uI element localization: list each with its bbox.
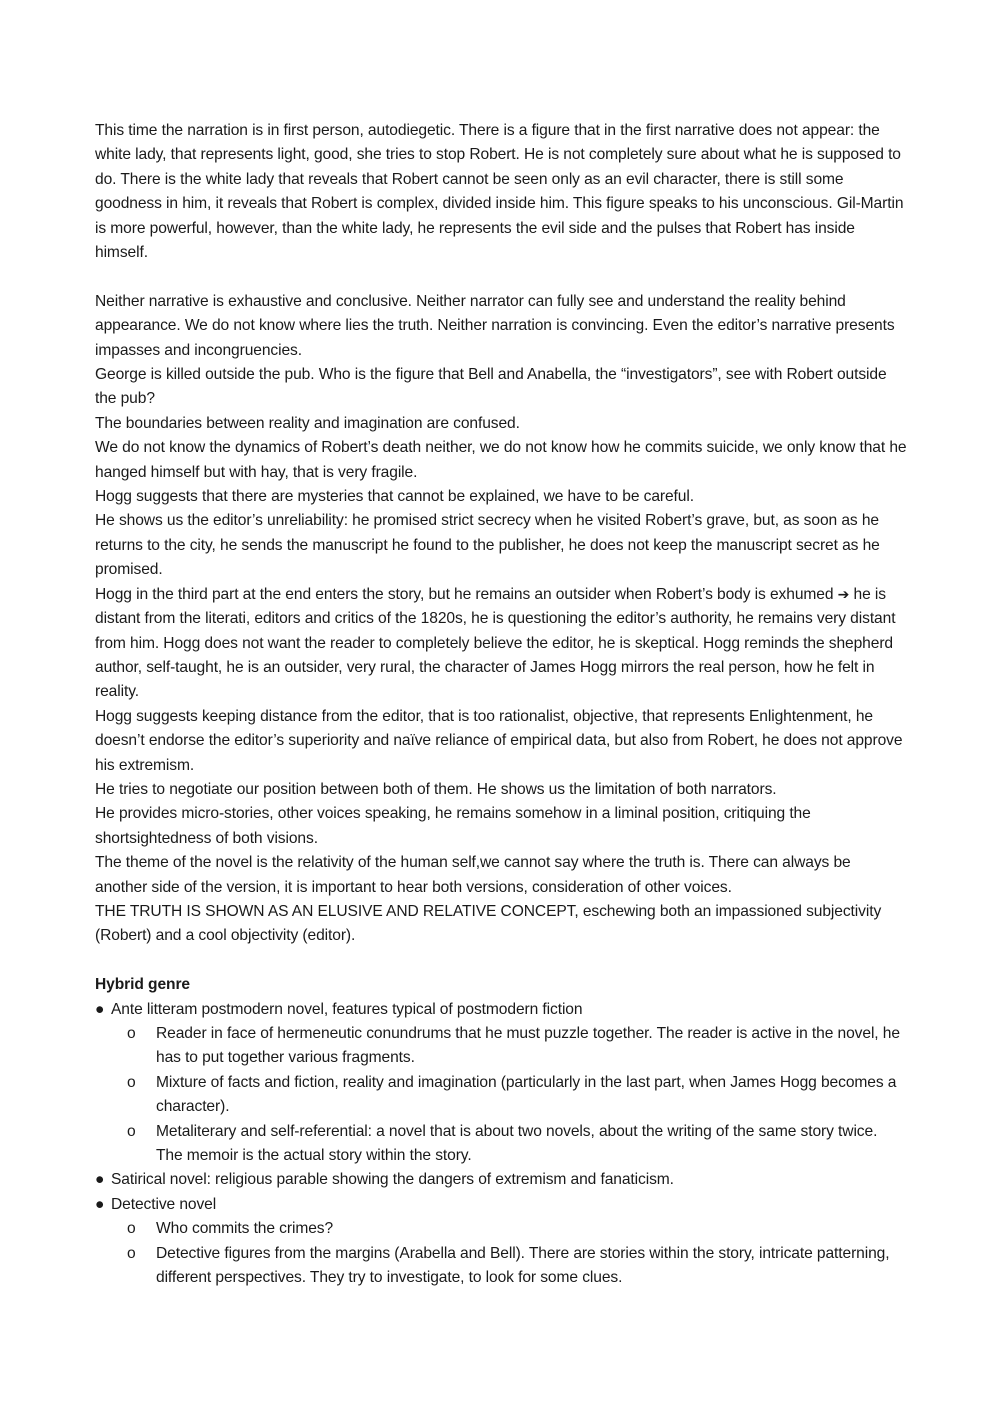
- paragraph-white-lady: This time the narration is in first person, autodiegetic. There is a figure that in the first narrative does not appear: the white lady, that represents light, good, she tries to stop Robert. He is not completely sure about what he is supposed to do. There is the white lady that reveals that Robert cannot be seen only as an evil character, there is still some goodness in him, it reveals that Robert is complex, divided inside him. This figure speaks to his unconscious. Gil-Martin is more powerful, however, than the white lady, he represents the evil side and the pulses that Robert has inside himself.: [95, 122, 904, 262]
- paragraph-robert-death: We do not know the dynamics of Robert’s death neither, we do not know how he commits suicide, we only know that he hanged himself but with hay, that is very fragile.: [95, 439, 907, 481]
- bullet-icon: ●: [95, 1000, 105, 1018]
- list-item: [95, 1168, 907, 1192]
- sub-list-item-text: Who commits the crimes?: [156, 1220, 334, 1238]
- list-item-text: Ante litteram postmodern novel, features typical of postmodern fiction: [111, 1000, 583, 1018]
- list-item: [95, 1193, 907, 1217]
- paragraph-spacer: [95, 265, 907, 289]
- paragraph-boundaries: The boundaries between reality and imagination are confused.: [95, 414, 520, 432]
- sub-list-item: [95, 1071, 907, 1120]
- sub-list-item-text: Detective figures from the margins (Arabella and Bell). There are stories within the story, intricate patterning, different perspectives. They try to investigate, to look for some clues.: [156, 1244, 890, 1287]
- paragraph-truth-elusive: THE TRUTH IS SHOWN AS AN ELUSIVE AND RELATIVE CONCEPT, eschewing both an impassioned subjectivity (Robert) and a cool objectivity (editor).: [95, 902, 882, 945]
- paragraph-george-killed: George is killed outside the pub. Who is the figure that Bell and Anabella, the “investigators”, see with Robert outside the pub?: [95, 366, 887, 408]
- sub-list-item: [95, 1022, 907, 1071]
- circle-bullet-icon: o: [127, 1073, 136, 1091]
- section-heading-hybrid-genre: Hybrid genre: [95, 976, 190, 994]
- sub-list-item-text: Mixture of facts and fiction, reality and imagination (particularly in the last part, when James Hogg becomes a character).: [156, 1073, 897, 1116]
- paragraph-keeping-distance: Hogg suggests keeping distance from the editor, that is too rationalist, objective, that represents Enlightenment, he doesn’t endorse the editor’s superiority and naïve reliance of empirical data, but also from Robert, he does not approve his extremism.: [95, 707, 903, 774]
- circle-bullet-icon: o: [127, 1025, 136, 1042]
- paragraph-relativity: The theme of the novel is the relativity of the human self,we cannot say where the truth is. There can always be another side of the version, it is important to hear both versions, consideration of other voices.: [95, 854, 851, 896]
- sub-list: [95, 1217, 907, 1290]
- list-item: [95, 998, 907, 1022]
- sub-list-item: [95, 1120, 907, 1169]
- list-item-text: Satirical novel: religious parable showing the dangers of extremism and fanaticism.: [111, 1171, 674, 1189]
- paragraph-editor-unreliability: He shows us the editor’s unreliability: he promised strict secrecy when he visited Robert’s grave, but, as soon as he returns to the city, he sends the manuscript he found to the publisher, he does not keep the manuscript secret as he promised.: [95, 512, 880, 579]
- paragraph-neither-narrative: Neither narrative is exhaustive and conclusive. Neither narrator can fully see and understand the reality behind appearance. We do not know where lies the truth. Neither narration is convincing. Even the editor’s narrative presents impasses and incongruencies.: [95, 292, 895, 359]
- bullet-icon: ●: [95, 1171, 105, 1189]
- sub-list-item-text: Reader in face of hermeneutic conundrums that he must puzzle together. The reader is active in the novel, he has to put together various fragments.: [156, 1025, 900, 1067]
- circle-bullet-icon: o: [127, 1220, 136, 1238]
- paragraph-hogg-third-part-start: Hogg in the third part at the end enters the story, but he remains an outsider when Robert’s body is exhumed: [95, 585, 838, 603]
- list-item-text: Detective novel: [111, 1195, 217, 1213]
- sub-list-item: [95, 1242, 907, 1291]
- paragraph-negotiate-position: He tries to negotiate our position between both of them. He shows us the limitation of both narrators.: [95, 780, 777, 798]
- paragraph-hogg-third-part: [95, 583, 907, 705]
- paragraph-hogg-third-part-end: he is distant from the literati, editors and critics of the 1820s, he is questioning the editor’s authority, he remains very distant from him. Hogg does not want the reader to completely believe the editor, he is skeptical. Hogg reminds the shepherd author, self-taught, he is an outsider, very rural, the character of James Hogg mirrors the real person, how he felt in reality.: [95, 585, 896, 701]
- bullet-icon: ●: [95, 1195, 105, 1213]
- paragraph-micro-stories: He provides micro-stories, other voices speaking, he remains somehow in a liminal position, critiquing the shortsightedness of both visions.: [95, 805, 811, 847]
- circle-bullet-icon: o: [127, 1244, 136, 1262]
- right-arrow-icon: ➔: [837, 586, 850, 603]
- circle-bullet-icon: o: [127, 1122, 136, 1140]
- paragraph-spacer: [95, 949, 907, 973]
- sub-list: [95, 1022, 907, 1168]
- sub-list-item-text: Metaliterary and self-referential: a novel that is about two novels, about the writing of the same story twice. The memoir is the actual story within the story.: [156, 1122, 878, 1165]
- paragraph-mysteries: Hogg suggests that there are mysteries that cannot be explained, we have to be careful.: [95, 488, 694, 506]
- document-page: [95, 119, 907, 1290]
- sub-list-item: [95, 1217, 907, 1241]
